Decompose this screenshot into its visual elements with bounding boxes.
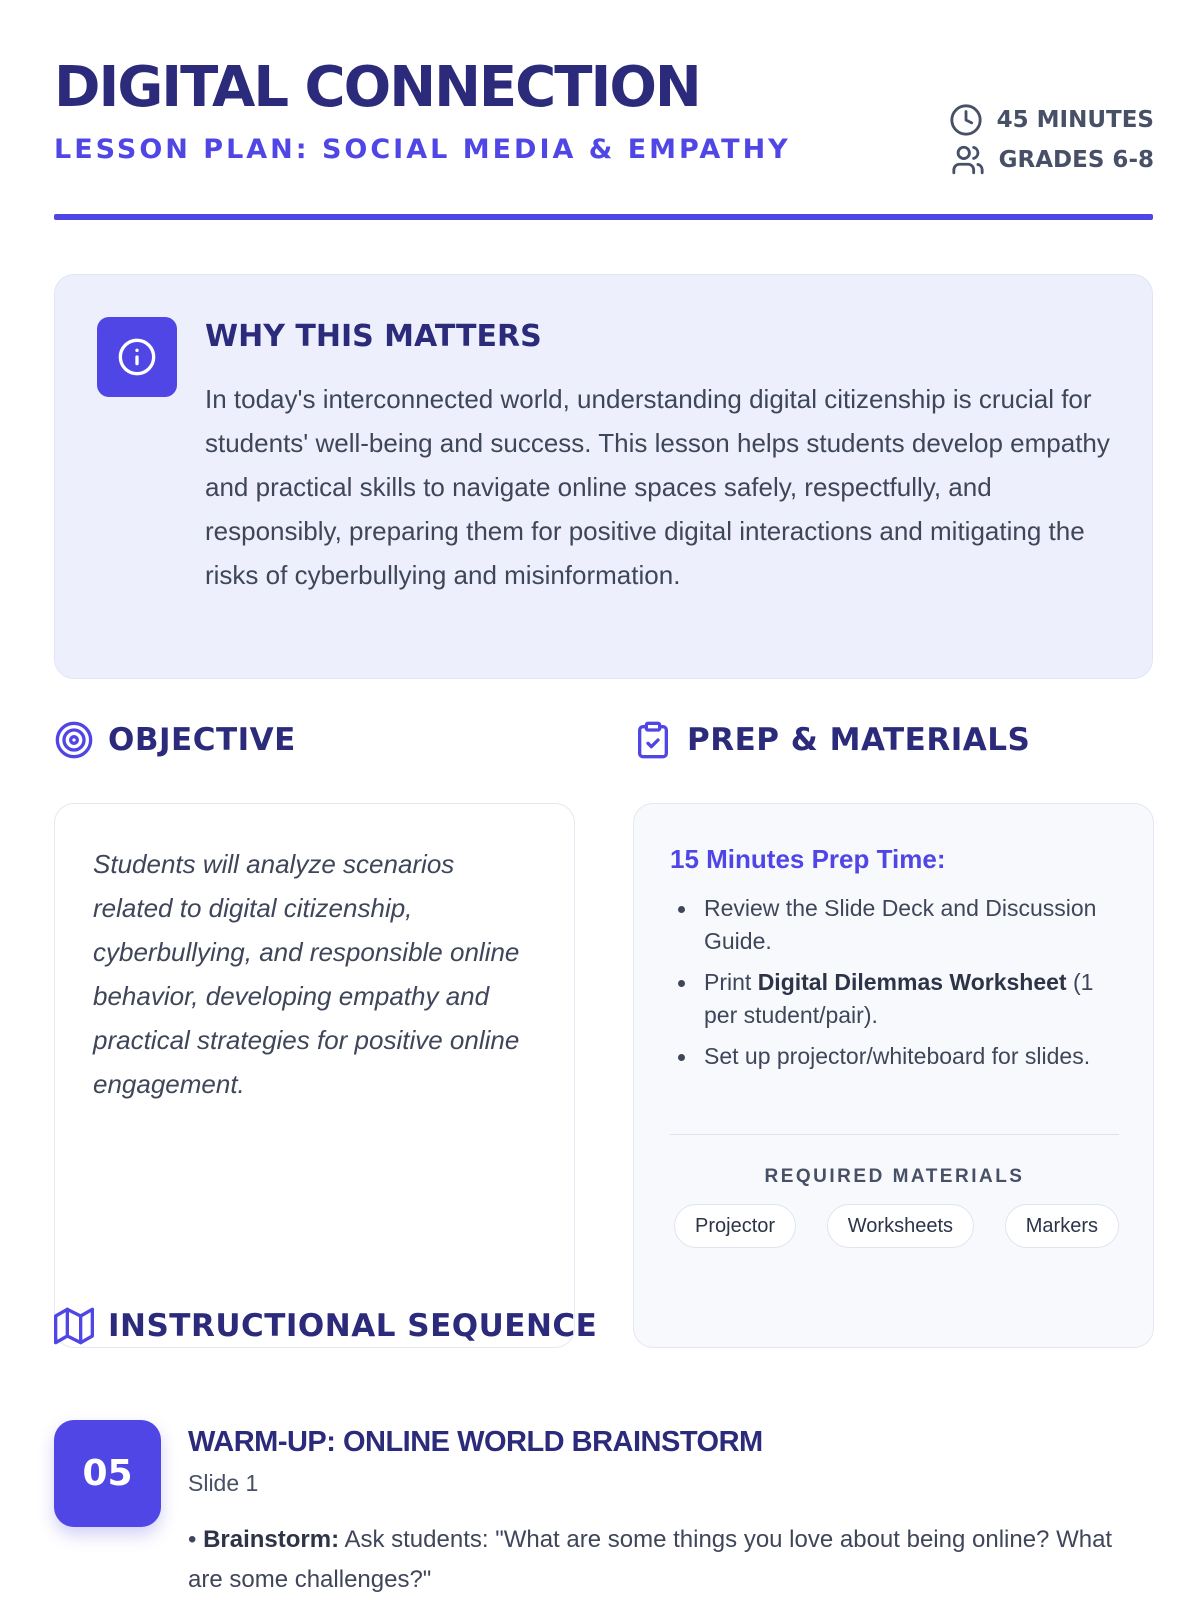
prep-heading-text: PREP & MATERIALS (687, 722, 1031, 758)
users-icon (951, 143, 985, 177)
prep-card (633, 803, 1154, 1348)
duration-text: 45 MINUTES (996, 107, 1154, 133)
prep-heading (633, 720, 1030, 760)
map-icon (54, 1306, 94, 1346)
required-materials-label: REQUIRED MATERIALS (764, 1166, 1025, 1187)
step-instruction (188, 1520, 1153, 1600)
prep-time-label: 15 Minutes Prep Time: (670, 844, 946, 874)
material-chip-markers: Markers (1005, 1204, 1119, 1248)
objective-card (54, 803, 575, 1348)
duration-row (949, 100, 1154, 140)
target-icon (54, 720, 94, 760)
info-icon (117, 337, 157, 377)
page-title: DIGITAL CONNECTION (54, 55, 700, 120)
clock-icon (949, 103, 983, 137)
info-badge (97, 317, 177, 397)
worksheet-name: Digital Dilemmas Worksheet (757, 969, 1067, 995)
step-number-badge: 05 (54, 1420, 161, 1527)
prep-item: Set up projector/whiteboard for slides. (670, 1040, 1120, 1073)
materials-chips (674, 1204, 1119, 1248)
step-instruction-label: Brainstorm: (203, 1526, 340, 1553)
why-title: WHY THIS MATTERS (205, 319, 542, 354)
why-body: In today's interconnected world, understanding digital citizenship is crucial for students' well-being and success. This lesson helps students develop empathy and practical skills to navigate online spaces safely, respectfully, and responsibly, preparing them for positive digital interactions and mitigating the risks of cyberbullying and misinformation. (205, 384, 1110, 590)
sequence-heading-text: INSTRUCTIONAL SEQUENCE (108, 1308, 598, 1344)
objective-heading-text: OBJECTIVE (108, 722, 296, 758)
page-subtitle: LESSON PLAN: SOCIAL MEDIA & EMPATHY (54, 134, 791, 165)
objective-heading (54, 720, 296, 760)
material-chip-projector: Projector (674, 1204, 796, 1248)
step-title: WARM-UP: ONLINE WORLD BRAINSTORM (188, 1426, 763, 1458)
prep-divider (670, 1134, 1119, 1135)
bullet-marker: • (188, 1526, 197, 1553)
why-this-matters-card (54, 274, 1153, 679)
step-slide-ref: Slide 1 (188, 1470, 259, 1496)
material-chip-worksheets: Worksheets (827, 1204, 974, 1248)
prep-item: Print Digital Dilemmas Worksheet (1 per student/pair). (670, 966, 1120, 1032)
step-instruction-text: Ask students: "What are some things you love about being online? What are some challenges?" (188, 1526, 1113, 1593)
prep-list (670, 892, 1120, 1081)
header-divider (54, 214, 1153, 220)
sequence-heading (54, 1306, 597, 1346)
clipboard-check-icon (633, 720, 673, 760)
lesson-meta (949, 100, 1154, 180)
prep-item: Review the Slide Deck and Discussion Guide. (670, 892, 1120, 958)
grades-text: GRADES 6-8 (998, 147, 1154, 173)
grades-row (949, 140, 1154, 180)
objective-text: Students will analyze scenarios related to digital citizenship, cyberbullying, and responsible online behavior, developing empathy and practical strategies for positive online engagement. (93, 849, 520, 1099)
